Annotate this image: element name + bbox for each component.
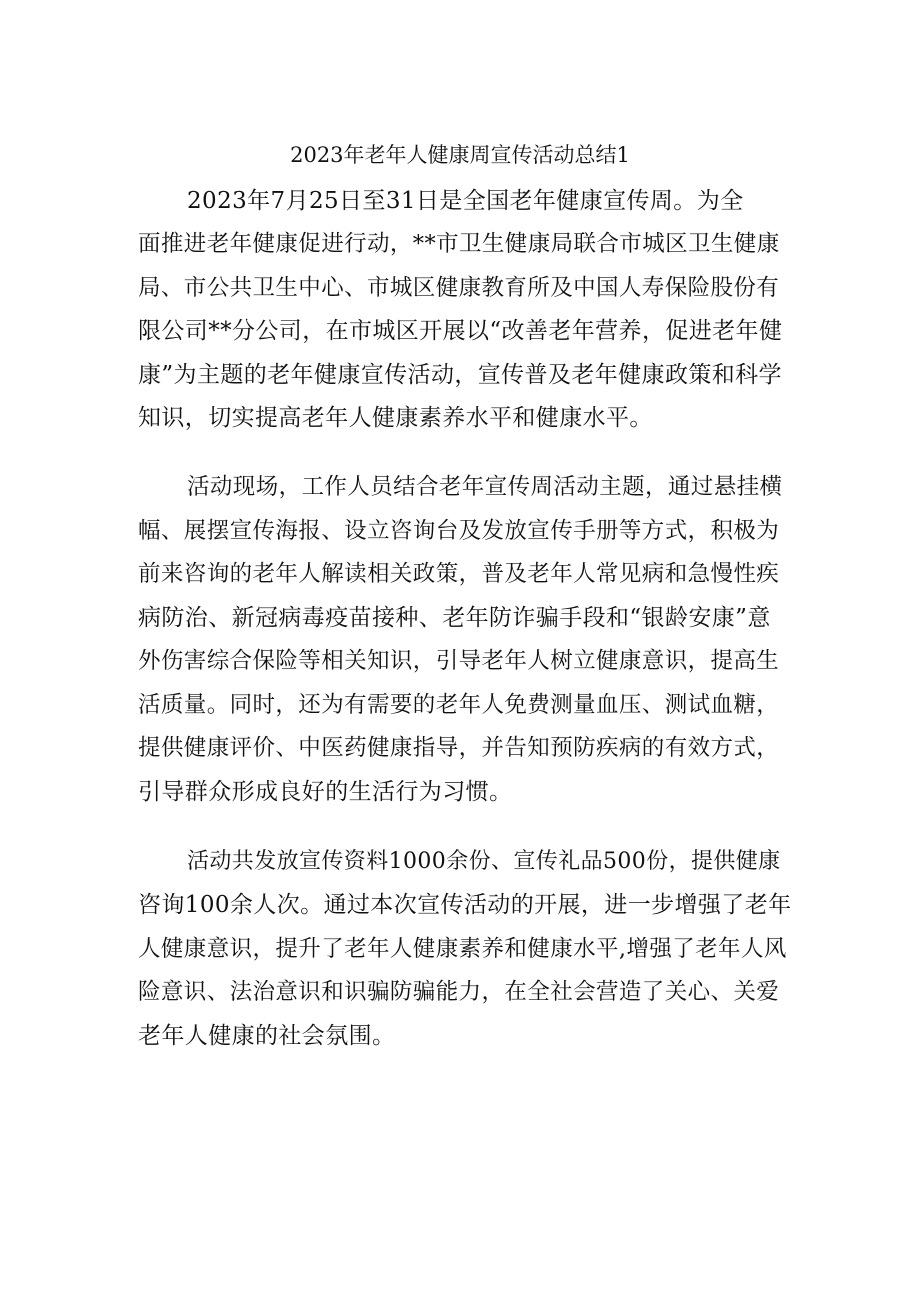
- paragraph-2-line-8: 引导群众形成良好的生活行为习惯。: [138, 779, 513, 805]
- paragraph-3-line-5: 老年人健康的社会氛围。: [138, 1023, 396, 1049]
- paragraph-2-line-3: 前来咨询的老年人解读相关政策，普及老年人常见病和急慢性疾: [138, 561, 780, 587]
- paragraph-2-line-7: 提供健康评价、中医药健康指导，并告知预防疾病的有效方式，: [138, 735, 780, 761]
- paragraph-3-line-1: 活动共发放宣传资料1000余份、宣传礼品500份，提供健康: [187, 849, 781, 874]
- paragraph-3-line-4: 险意识、法治意识和识骗防骗能力，在全社会营造了关心、关爱: [138, 979, 780, 1005]
- paragraph-2-line-5: 外伤害综合保险等相关知识，引导老年人树立健康意识，提高生: [138, 648, 780, 674]
- paragraph-2-line-2: 幅、展摆宣传海报、设立咨询台及发放宣传手册等方式，积极为: [138, 518, 780, 544]
- paragraph-1-line-1: 2023年7月25日至31日是全国老年健康宣传周。为全: [187, 188, 744, 214]
- paragraph-1-line-5: 康”为主题的老年健康宣传活动，宣传普及老年健康政策和科学: [138, 362, 782, 388]
- paragraph-1-line-6: 知识，切实提高老年人健康素养水平和健康水平。: [138, 405, 653, 431]
- paragraph-3-line-3: 人健康意识，提升了老年人健康素养和健康水平,增强了老年人风: [138, 936, 787, 962]
- paragraph-3-line-2: 咨询100余人次。通过本次宣传活动的开展，进一步增强了老年: [138, 892, 792, 918]
- paragraph-2-line-1: 活动现场，工作人员结合老年宣传周活动主题，通过悬挂横: [187, 474, 783, 500]
- paragraph-2-line-4: 病防治、新冠病毒疫苗接种、老年防诈骗手段和“银龄安康”意: [138, 605, 771, 631]
- paragraph-2-line-6: 活质量。同时，还为有需要的老年人免费测量血压、测试血糖，: [138, 692, 780, 718]
- paragraph-1-line-4: 限公司**分公司，在市城区开展以“改善老年营养，促进老年健: [138, 318, 783, 344]
- paragraph-1-line-2: 面推进老年健康促进行动，**市卫生健康局联合市城区卫生健康: [138, 231, 780, 257]
- document-title: 2023年老年人健康周宣传活动总结1: [290, 143, 630, 167]
- paragraph-1-line-3: 局、市公共卫生中心、市城区健康教育所及中国人寿保险股份有: [138, 275, 780, 301]
